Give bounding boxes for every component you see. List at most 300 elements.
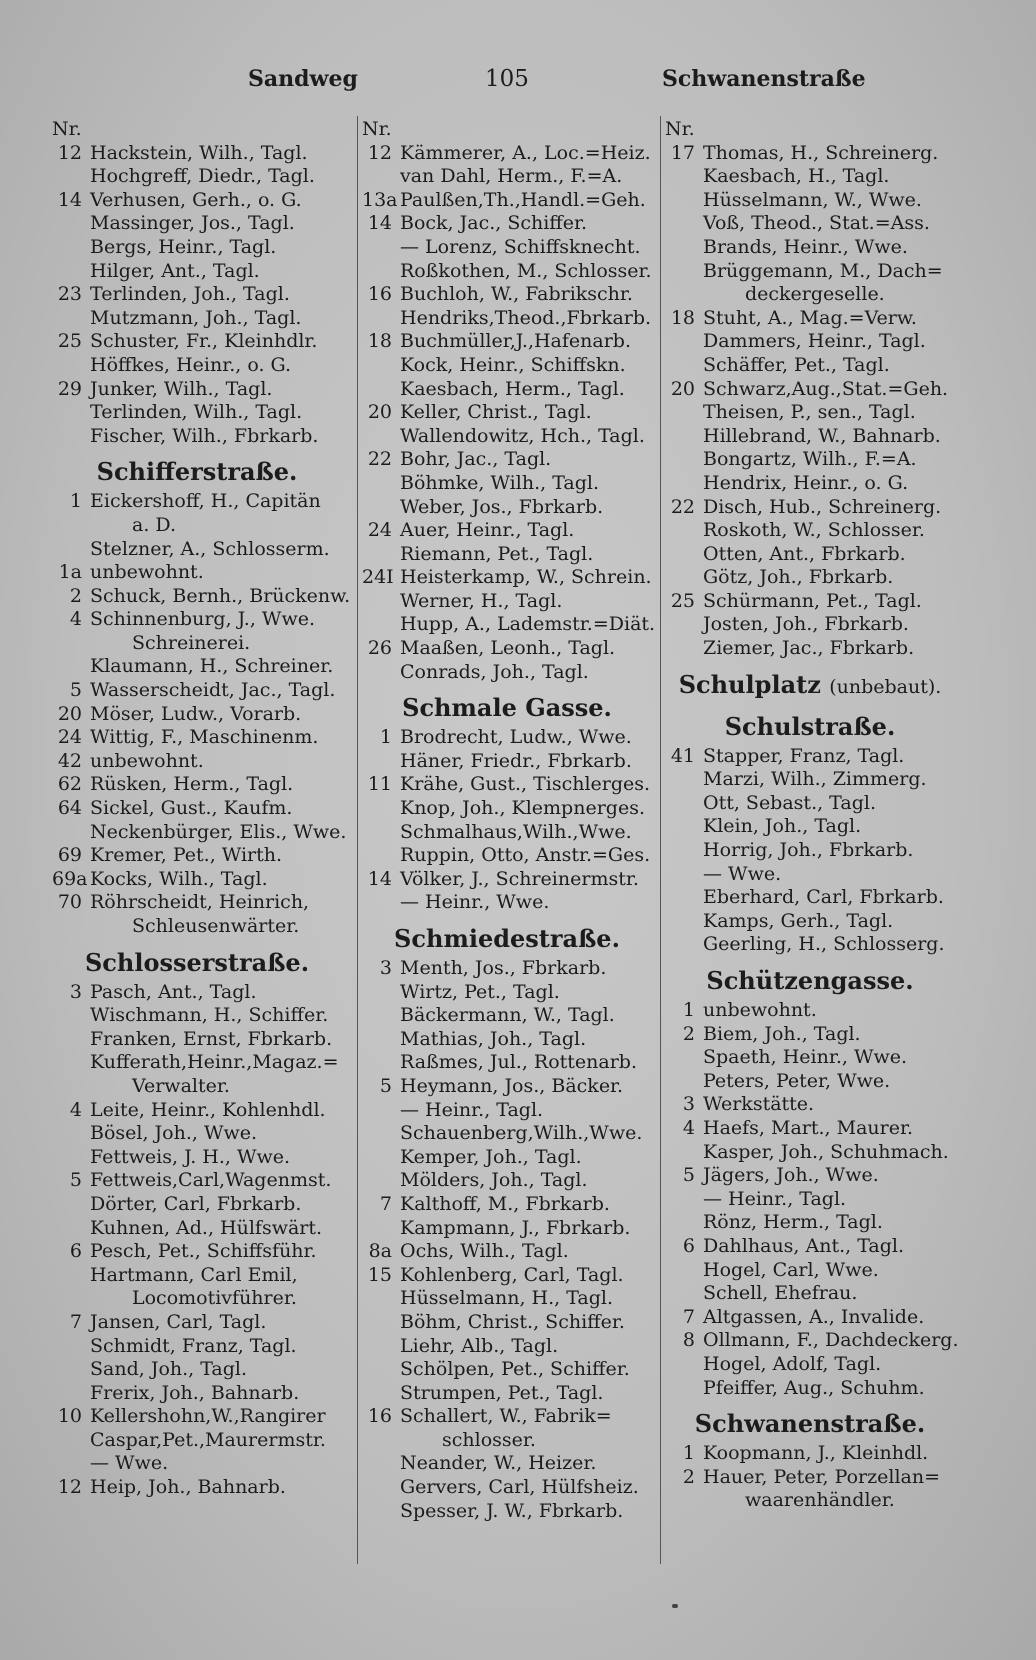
resident-entry [362,283,662,307]
resident-text: Buchloh, W., Fabrikschr. [400,283,633,306]
resident-entry [362,590,662,614]
resident-text: Werkstätte. [703,1093,815,1116]
house-number: 12 [367,141,392,164]
resident-text: Neckenbürger, Elis., Wwe. [90,820,347,843]
resident-entry [52,283,352,307]
resident-text: Kocks, Wilh., Tagl. [90,867,268,890]
resident-text: Kampmann, J., Fbrkarb. [400,1216,631,1239]
street-heading [665,703,955,745]
resident-entry [665,768,965,792]
resident-text: Eberhard, Carl, Fbrkarb. [703,886,944,909]
resident-entry [665,999,965,1023]
resident-text: Bongartz, Wilh., F.=A. [703,448,917,471]
resident-entry [362,891,662,915]
house-number: 64 [57,797,82,820]
resident-entry [52,655,352,679]
street-heading [665,661,955,703]
resident-entry [52,1382,352,1406]
house-number: 12 [57,1476,82,1499]
resident-entry [362,448,662,472]
resident-text: Franken, Ernst, Fbrkarb. [90,1027,333,1050]
resident-entry [52,703,352,727]
resident-entry [665,236,965,260]
street-name: Schlosserstraße. [84,947,310,977]
resident-text: Kellershohn,W.,Rangirer [90,1405,326,1428]
resident-entry [665,1306,965,1330]
resident-entry [52,1004,352,1028]
house-number: 2 [682,1465,695,1488]
resident-entry [52,212,352,236]
resident-entry [362,212,662,236]
running-head-right: Schwanenstraße [662,66,866,92]
resident-entry [52,844,352,868]
resident-entry [52,165,352,189]
resident-text: Schleusenwärter. [132,915,300,937]
resident-entry [52,608,352,632]
resident-entry [665,260,965,284]
resident-entry [665,1117,965,1141]
entry-continuation [52,1287,352,1311]
resident-text: Riemann, Pet., Tagl. [400,542,594,565]
house-number: 5 [69,1169,82,1192]
resident-text: Fettweis, J. H., Wwe. [90,1145,291,1168]
house-number: 1a [58,561,82,584]
resident-text: Rüsken, Herm., Tagl. [90,773,294,796]
house-number: 1 [379,726,392,749]
resident-text: Kuhnen, Ad., Hülfswärt. [90,1216,323,1239]
house-number: 4 [69,1098,82,1121]
resident-text: Terlinden, Joh., Tagl. [90,283,290,306]
resident-entry [362,844,662,868]
resident-text: waarenhändler. [745,1489,895,1512]
street-heading [52,448,342,490]
resident-text: Schauenberg,Wilh.,Wwe. [400,1122,643,1145]
resident-text: Wittig, F., Maschinenm. [90,726,319,749]
resident-text: Brodrecht, Ludw., Wwe. [400,726,632,749]
street-note: (unbebaut). [829,675,942,698]
resident-entry [52,1217,352,1241]
house-number: 14 [367,867,392,890]
page-number: 105 [485,66,529,92]
entry-continuation [665,283,965,307]
resident-text: Kalthoff, M., Fbrkarb. [400,1192,610,1215]
resident-entry [52,260,352,284]
resident-entry [362,472,662,496]
house-number: 7 [379,1192,392,1215]
resident-text: Mutzmann, Joh., Tagl. [90,306,302,329]
resident-text: Eickershoff, H., Capitän [90,490,321,513]
resident-entry [665,863,965,887]
resident-entry [52,561,352,585]
resident-entry [362,661,662,685]
resident-text: Kremer, Pet., Wirth. [90,844,283,867]
resident-entry [362,1476,662,1500]
resident-entry [665,1141,965,1165]
street-heading [52,939,342,981]
house-number: 16 [367,1405,392,1428]
resident-entry [362,1122,662,1146]
resident-text: Menth, Jos., Fbrkarb. [400,957,607,979]
resident-text: Thomas, H., Schreinerg. [703,141,939,164]
resident-text: Liehr, Alb., Tagl. [400,1334,559,1357]
resident-entry [665,1282,965,1306]
house-number: 1 [682,999,695,1021]
house-number: 42 [57,749,82,772]
resident-entry [362,773,662,797]
house-number: 22 [670,495,695,518]
house-number: 6 [69,1240,82,1263]
resident-text: Stuht, A., Mag.=Verw. [703,306,917,329]
resident-entry [52,1028,352,1052]
resident-text: Wasserscheidt, Jac., Tagl. [90,679,336,702]
resident-entry [665,354,965,378]
number-column-label [52,118,352,142]
resident-entry [665,1259,965,1283]
resident-text: Pesch, Pet., Schiffsführ. [90,1240,317,1263]
resident-text: Böhm, Christ., Schiffer. [400,1310,625,1333]
resident-text: — Heinr., Tagl. [703,1187,847,1210]
resident-text: Haefs, Mart., Maurer. [703,1116,914,1139]
resident-text: schlosser. [442,1428,536,1451]
house-number: 26 [367,637,392,660]
house-number: 62 [57,773,82,796]
resident-text: Bock, Jac., Schiffer. [400,212,588,235]
column-3 [665,118,965,1513]
resident-entry [362,1382,662,1406]
resident-entry [665,378,965,402]
resident-text: Röhrscheidt, Heinrich, [90,891,310,914]
resident-text: Bohr, Jac., Tagl. [400,448,552,471]
house-number: 22 [367,448,392,471]
street-name: Schützengasse. [706,966,914,995]
resident-entry [665,189,965,213]
resident-text: Häner, Friedr., Fbrkarb. [400,749,632,772]
resident-text: Massinger, Jos., Tagl. [90,212,295,235]
resident-text: Klaumann, H., Schreiner. [90,655,334,678]
resident-text: Hüsselmann, H., Tagl. [400,1287,614,1310]
house-number: 25 [57,330,82,353]
resident-entry [52,378,352,402]
resident-entry [362,1287,662,1311]
resident-entry [362,1051,662,1075]
resident-text: Strumpen, Pet., Tagl. [400,1381,604,1404]
resident-entry [362,1264,662,1288]
resident-entry [52,585,352,609]
resident-entry [362,260,662,284]
resident-entry [362,1028,662,1052]
house-number: 20 [57,702,82,725]
resident-text: Keller, Christ., Tagl. [400,401,592,424]
resident-text: Brands, Heinr., Wwe. [703,235,908,258]
resident-text: Roßkothen, M., Schlosser. [400,259,652,282]
house-number: 3 [379,957,392,979]
resident-entry [665,745,965,769]
resident-entry [52,142,352,166]
house-number: 3 [69,980,82,1003]
resident-text: Wallendowitz, Hch., Tagl. [400,424,645,447]
resident-text: Schinnenburg, J., Wwe. [90,608,315,631]
resident-text: Ochs, Wilh., Tagl. [400,1240,569,1263]
column-divider [357,116,358,1564]
resident-entry [362,425,662,449]
resident-text: Kaesbach, Herm., Tagl. [400,377,625,400]
resident-entry [52,726,352,750]
resident-text: Schmalhaus,Wilh.,Wwe. [400,820,632,843]
house-number: 5 [69,679,82,702]
resident-entry [362,378,662,402]
resident-entry [362,750,662,774]
resident-text: Marzi, Wilh., Zimmerg. [703,768,927,791]
house-number: 3 [682,1093,695,1116]
resident-text: Hauer, Peter, Porzellan= [703,1465,941,1488]
resident-text: Roskoth, W., Schlosser. [703,519,925,542]
resident-entry [665,1093,965,1117]
street-heading [665,1400,955,1442]
resident-entry [362,637,662,661]
resident-text: Götz, Joh., Fbrkarb. [703,566,894,589]
number-column-label [362,118,662,142]
resident-entry [362,236,662,260]
resident-text: Kaesbach, H., Tagl. [703,165,890,188]
resident-text: Kasper, Joh., Schuhmach. [703,1140,949,1163]
resident-entry [665,543,965,567]
house-number: 25 [670,589,695,612]
resident-text: Schreinerei. [132,631,251,654]
house-number: 23 [57,283,82,306]
resident-text: Geerling, H., Schlosserg. [703,933,945,956]
resident-text: Kamps, Gerh., Tagl. [703,909,894,932]
resident-text: unbewohnt. [90,749,204,772]
house-number: 69a [52,867,88,890]
resident-entry [52,1240,352,1264]
resident-text: Ruppin, Otto, Anstr.=Ges. [400,844,651,867]
house-number: 12 [57,141,82,164]
resident-entry [362,543,662,567]
resident-entry [52,797,352,821]
resident-text: Hartmann, Carl Emil, [90,1263,298,1286]
resident-text: Schuster, Fr., Kleinhdlr. [90,330,318,353]
resident-entry [52,679,352,703]
resident-text: Bergs, Heinr., Tagl. [90,235,277,258]
resident-entry [665,1188,965,1212]
house-number: 1 [682,1442,695,1465]
house-number: 18 [367,330,392,353]
resident-entry [52,1358,352,1382]
house-number: 1 [69,490,82,513]
resident-entry [665,1235,965,1259]
number-column-label [665,118,965,142]
resident-text: Kock, Heinr., Schiffskn. [400,353,626,376]
resident-entry [362,496,662,520]
resident-text: Schürmann, Pet., Tagl. [703,589,922,612]
house-number: 13a [362,188,398,211]
house-number: 20 [670,377,695,400]
house-number: 10 [57,1405,82,1428]
resident-entry [52,330,352,354]
running-head-left: Sandweg [248,66,358,92]
resident-text: Biem, Joh., Tagl. [703,1022,861,1045]
resident-text: Ott, Sebast., Tagl. [703,791,876,814]
resident-entry [665,496,965,520]
resident-text: Otten, Ant., Fbrkarb. [703,542,906,565]
house-number: 24 [367,519,392,542]
resident-text: Buchmüller,J.,Hafenarb. [400,330,632,353]
resident-text: Werner, H., Tagl. [400,589,563,612]
resident-text: Stelzner, A., Schlosserm. [90,537,330,560]
street-heading [362,915,652,957]
resident-entry [362,189,662,213]
street-name: Schwanenstraße. [694,1409,926,1439]
resident-text: Junker, Wilh., Tagl. [90,377,273,400]
resident-entry [665,566,965,590]
resident-text: Fischer, Wilh., Fbrkarb. [90,424,319,447]
house-number: 41 [670,744,695,767]
resident-text: Kemper, Joh., Tagl. [400,1145,582,1168]
resident-entry [665,839,965,863]
resident-text: Heisterkamp, W., Schrein. [400,566,652,589]
resident-text: Theisen, P., sen., Tagl. [703,401,916,424]
resident-text: Hogel, Carl, Wwe. [703,1258,879,1281]
resident-entry [52,773,352,797]
resident-text: a. D. [132,513,177,536]
resident-entry [362,1358,662,1382]
resident-text: Hupp, A., Lademstr.=Diät. [400,613,656,636]
resident-text: Höffkes, Heinr., o. G. [90,353,292,376]
resident-text: Hochgreff, Diedr., Tagl. [90,165,315,188]
house-number: 18 [670,306,695,329]
resident-entry [665,613,965,637]
resident-entry [665,401,965,425]
resident-text: Schuck, Bernh., Brückenw. [90,584,351,607]
resident-text: Koopmann, J., Kleinhdl. [703,1442,929,1465]
resident-entry [665,1023,965,1047]
resident-entry [52,1099,352,1123]
resident-entry [665,886,965,910]
resident-text: Dammers, Heinr., Tagl. [703,330,926,353]
resident-text: Auer, Heinr., Tagl. [400,519,575,542]
resident-entry [52,1122,352,1146]
resident-entry [52,425,352,449]
house-number: 8 [682,1329,695,1352]
resident-text: Spaeth, Heinr., Wwe. [703,1046,908,1069]
resident-entry [665,1329,965,1353]
resident-entry [52,236,352,260]
street-name: Schulstraße. [724,711,896,741]
resident-text: Pfeiffer, Aug., Schuhm. [703,1376,925,1399]
resident-entry [52,1264,352,1288]
resident-entry [362,142,662,166]
resident-entry [52,1335,352,1359]
resident-text: unbewohnt. [703,999,817,1021]
resident-entry [362,1004,662,1028]
resident-entry [665,1442,965,1466]
resident-text: Kohlenberg, Carl, Tagl. [400,1263,624,1286]
resident-text: Neander, W., Heizer. [400,1452,597,1475]
resident-entry [52,891,352,915]
resident-entry [52,401,352,425]
entry-continuation [665,1489,965,1513]
resident-entry [362,1452,662,1476]
resident-entry [52,1452,352,1476]
resident-text: Mölders, Joh., Tagl. [400,1169,588,1192]
resident-text: Hilger, Ant., Tagl. [90,259,260,282]
resident-text: Jansen, Carl, Tagl. [90,1310,267,1333]
resident-text: Maaßen, Leonh., Tagl. [400,637,616,660]
resident-text: Weber, Jos., Fbrkarb. [400,495,604,518]
resident-text: Schäffer, Pet., Tagl. [703,353,890,376]
resident-entry [362,821,662,845]
entry-continuation [52,915,352,939]
street-heading [665,957,955,999]
house-number: 69 [57,844,82,867]
resident-entry [665,1211,965,1235]
resident-entry [52,1429,352,1453]
resident-entry [665,1377,965,1401]
resident-text: Schmidt, Franz, Tagl. [90,1334,297,1357]
resident-text: Gervers, Carl, Hülfsheiz. [400,1476,639,1499]
resident-text: Hendrix, Heinr., o. G. [703,471,909,494]
resident-entry [665,1046,965,1070]
resident-text: Kämmerer, A., Loc.=Heiz. [400,141,651,164]
resident-text: Dahlhaus, Ant., Tagl. [703,1234,905,1257]
resident-text: Verwalter. [132,1074,230,1097]
resident-entry [52,981,352,1005]
street-name: Schulplatz [678,669,821,699]
resident-text: Leite, Heinr., Kohlenhdl. [90,1098,326,1121]
resident-entry [362,797,662,821]
resident-entry [52,307,352,331]
resident-entry [362,330,662,354]
resident-entry [362,401,662,425]
resident-entry [665,1353,965,1377]
resident-entry [362,1311,662,1335]
resident-entry [52,868,352,892]
house-number: 7 [682,1305,695,1328]
resident-entry [52,1146,352,1170]
resident-entry [362,613,662,637]
resident-text: — Heinr., Wwe. [400,891,550,914]
ink-speck [672,1604,678,1608]
house-number: 2 [69,584,82,607]
resident-text: Horrig, Joh., Fbrkarb. [703,839,914,862]
resident-entry [665,1466,965,1490]
entry-continuation [52,632,352,656]
house-number: 14 [367,212,392,235]
resident-text: Hendriks,Theod.,Fbrkarb. [400,306,652,329]
resident-entry [52,821,352,845]
resident-entry [665,815,965,839]
resident-text: Jägers, Joh., Wwe. [703,1164,879,1187]
resident-text: Heymann, Jos., Bäcker. [400,1074,624,1097]
resident-text: Wirtz, Pet., Tagl. [400,980,560,1003]
resident-text: — Lorenz, Schiffsknecht. [400,235,641,258]
resident-entry [362,1099,662,1123]
resident-entry [362,1146,662,1170]
resident-text: deckergeselle. [745,283,885,306]
resident-entry [665,330,965,354]
column-1 [52,118,352,1500]
resident-entry [665,792,965,816]
house-number: 29 [57,377,82,400]
house-number: 20 [367,401,392,424]
resident-entry [665,1164,965,1188]
street-name: Schmiedestraße. [394,924,620,953]
resident-text: Krähe, Gust., Tischlerges. [400,773,651,796]
resident-text: Sickel, Gust., Kaufm. [90,797,293,820]
resident-text: Schallert, W., Fabrik= [400,1405,612,1428]
column-2 [362,118,662,1523]
house-number: 4 [682,1116,695,1139]
